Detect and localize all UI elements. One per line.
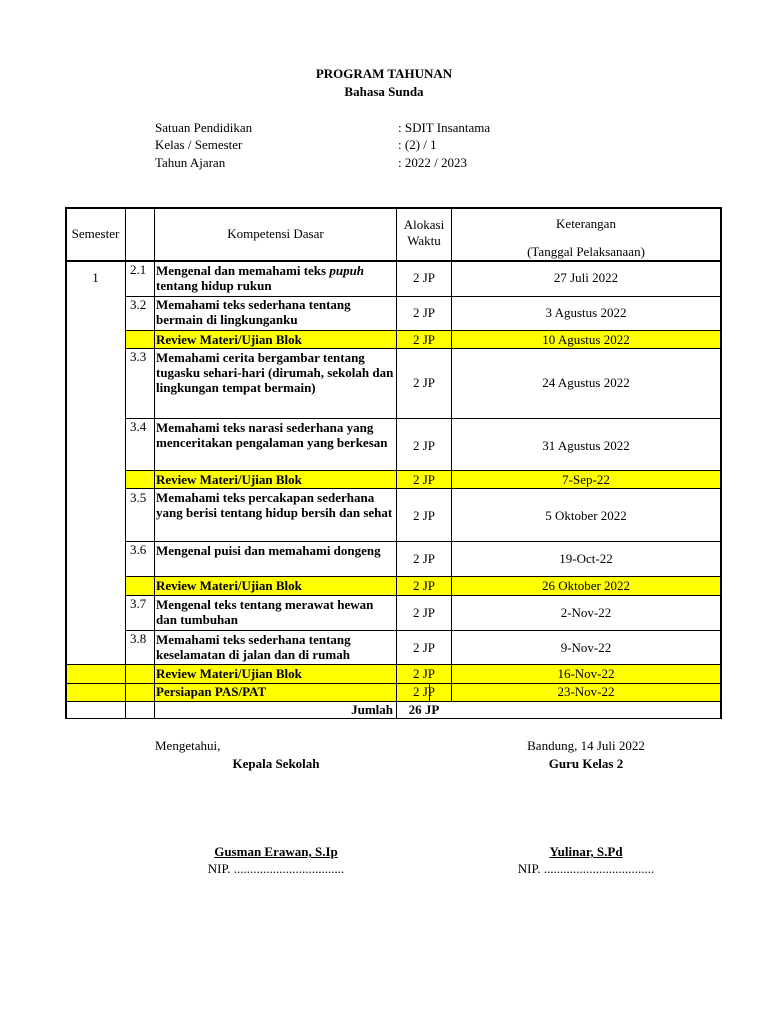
kd-number: 3.6 xyxy=(130,542,147,557)
kd-number: 3.3 xyxy=(130,349,147,364)
ket-value: 19-Oct-22 xyxy=(559,551,613,566)
info-value-tahun: : 2022 / 2023 xyxy=(398,155,467,170)
jp-value: 2 JP xyxy=(412,472,436,487)
kd-number: 3.2 xyxy=(130,297,147,312)
info-label-tahun: Tahun Ajaran xyxy=(155,155,226,170)
mengetahui-text: Mengetahui, xyxy=(155,738,221,753)
jp-value: 2 JP xyxy=(412,305,436,320)
header-keterangan: Keterangan xyxy=(556,216,616,231)
jp-value: 2 JP xyxy=(412,551,436,566)
kd-number: 3.4 xyxy=(130,419,147,434)
persiapan-label: Persiapan PAS/PAT xyxy=(156,684,267,699)
ket-value: 23-Nov-22 xyxy=(557,684,615,699)
kepala-sekolah-nip: NIP. .................................. xyxy=(207,861,345,876)
jp-value: 2 JP xyxy=(412,640,436,655)
kd-text: Memahami teks sederhana tentang bermain di lingkunganku xyxy=(156,297,351,327)
ket-value: 24 Agustus 2022 xyxy=(542,375,630,390)
header-alokasi-line1: Alokasi xyxy=(403,217,445,232)
kd-text: Memahami teks narasi sederhana yang menceritakan pengalaman yang berkesan xyxy=(156,420,388,450)
place-date: Bandung, 14 Juli 2022 xyxy=(527,738,645,753)
jp-value: 2 JP xyxy=(412,684,436,699)
jp-value: 2 JP xyxy=(412,375,436,390)
header-tanggal: (Tanggal Pelaksanaan) xyxy=(527,244,645,259)
ket-value: 9-Nov-22 xyxy=(560,640,612,655)
jp-value: 2 JP xyxy=(412,605,436,620)
jp-value: 2 JP xyxy=(412,508,436,523)
header-alokasi xyxy=(397,217,451,249)
kd-text: Mengenal dan memahami teks pupuh tentang hidup rukun xyxy=(156,263,365,293)
kd-text: Memahami teks percakapan sederhana yang berisi tentang hidup bersih dan sehat xyxy=(156,490,393,520)
kd-number: 3.8 xyxy=(130,631,147,646)
kepala-sekolah-name: Gusman Erawan, S.Ip xyxy=(214,844,338,859)
ket-value: 16-Nov-22 xyxy=(557,666,615,681)
kd-text: Mengenal puisi dan memahami dongeng xyxy=(156,543,381,558)
ket-value: 27 Juli 2022 xyxy=(553,270,619,285)
header-alokasi-line2: Waktu xyxy=(407,233,441,248)
ket-value: 3 Agustus 2022 xyxy=(545,305,627,320)
kd-text: Memahami teks sederhana tentang keselamatan di jalan dan di rumah xyxy=(156,632,351,662)
kd-number: 2.1 xyxy=(130,262,147,277)
total-label: Jumlah xyxy=(351,702,393,717)
jp-value: 2 JP xyxy=(412,438,436,453)
kepala-sekolah-role: Kepala Sekolah xyxy=(232,756,320,771)
ket-value: 5 Oktober 2022 xyxy=(545,508,627,523)
review-label: Review Materi/Ujian Blok xyxy=(156,472,302,487)
guru-kelas-role: Guru Kelas 2 xyxy=(548,756,624,771)
info-value-satuan: : SDIT Insantama xyxy=(398,120,491,135)
kd-text: Mengenal teks tentang merawat hewan dan tumbuhan xyxy=(156,597,374,627)
jp-value: 2 JP xyxy=(412,666,436,681)
ket-value: 2-Nov-22 xyxy=(560,605,612,620)
kd-number: 3.7 xyxy=(130,596,147,611)
page-subtitle: Bahasa Sunda xyxy=(344,84,424,99)
ket-value: 31 Agustus 2022 xyxy=(542,438,630,453)
kd-number: 3.5 xyxy=(130,490,147,505)
info-label-satuan: Satuan Pendidikan xyxy=(155,120,253,135)
jp-value: 2 JP xyxy=(412,332,436,347)
ket-value: 10 Agustus 2022 xyxy=(542,332,630,347)
total-value: 26 JP xyxy=(408,702,440,717)
header-kompetensi-dasar: Kompetensi Dasar xyxy=(227,226,324,241)
ket-value: 7-Sep-22 xyxy=(562,472,610,487)
page-title: PROGRAM TAHUNAN xyxy=(315,66,453,81)
kd-text: Memahami cerita bergambar tentang tugasku sehari-hari (dirumah, sekolah dan lingkungan tempat bermain) xyxy=(156,350,394,395)
review-label: Review Materi/Ujian Blok xyxy=(156,666,302,681)
review-label: Review Materi/Ujian Blok xyxy=(156,332,302,347)
review-label: Review Materi/Ujian Blok xyxy=(156,578,302,593)
header-semester: Semester xyxy=(71,226,120,241)
info-value-kelas: : (2) / 1 xyxy=(398,137,437,152)
semester-value: 1 xyxy=(92,270,99,285)
jp-value: 2 JP xyxy=(412,578,436,593)
ket-value: 26 Oktober 2022 xyxy=(541,578,631,593)
guru-kelas-name: Yulinar, S.Pd xyxy=(549,844,623,859)
jp-value: 2 JP xyxy=(412,270,436,285)
info-label-kelas: Kelas / Semester xyxy=(155,137,243,152)
guru-kelas-nip: NIP. .................................. xyxy=(517,861,655,876)
